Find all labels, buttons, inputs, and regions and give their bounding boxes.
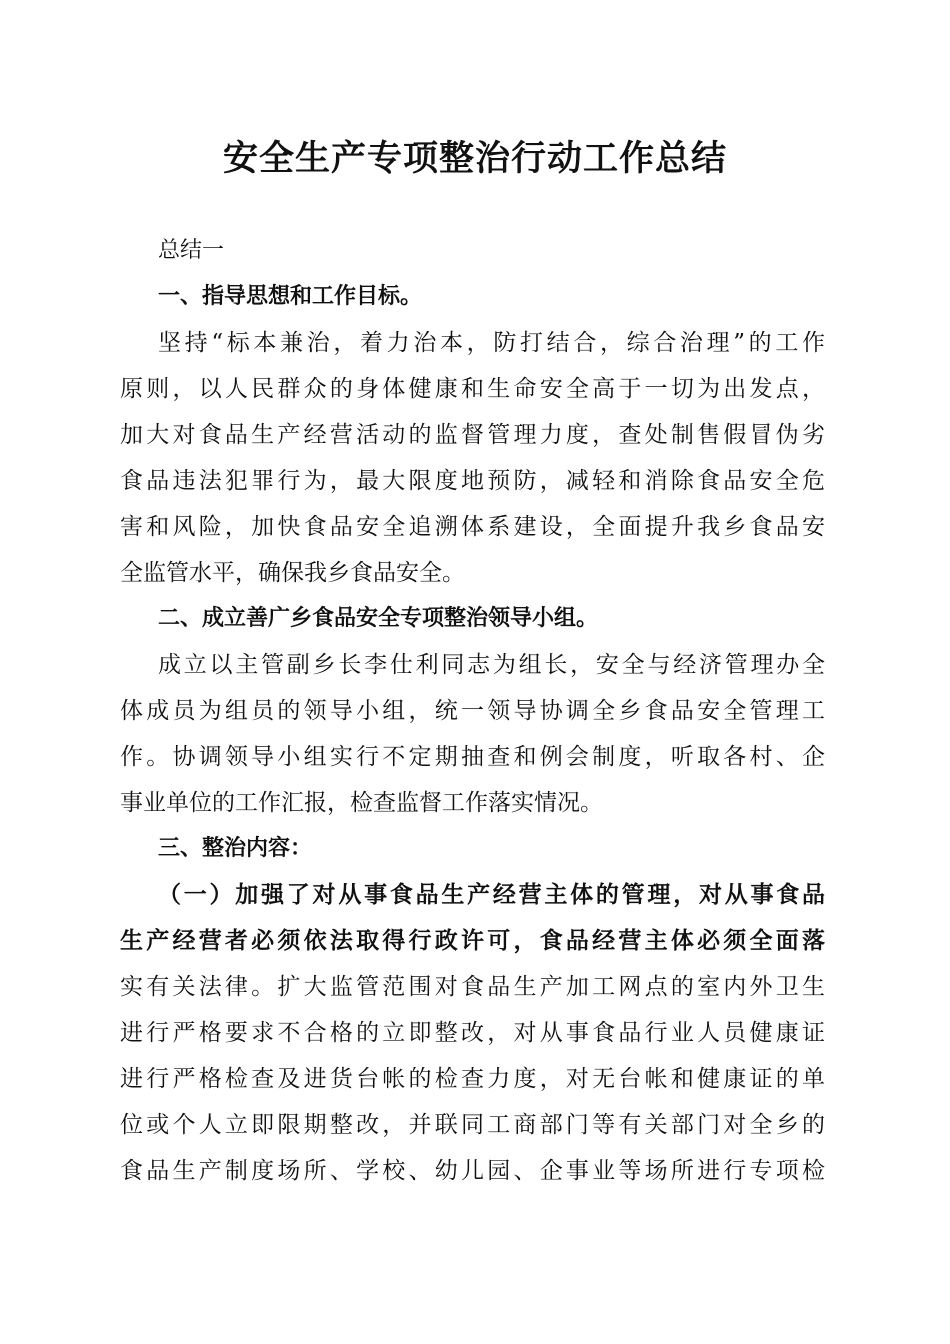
paragraph-line: 坚持“标本兼治，着力治本，防打结合，综合治理”的工作	[158, 330, 825, 356]
paragraph-line: 进行严格检查及进货台帐的检查力度，对无台帐和健康证的单	[120, 1066, 825, 1092]
paragraph-line: 加大对食品生产经营活动的监督管理力度，查处制售假冒伪劣	[120, 422, 825, 448]
paragraph-line: 成立以主管副乡长李仕利同志为组长，安全与经济管理办全	[158, 652, 825, 678]
paragraph-line: 事业单位的工作汇报，检查监督工作落实情况。	[120, 790, 603, 816]
paragraph-line: （一）加强了对从事食品生产经营主体的管理，对从事食品	[158, 881, 825, 908]
paragraph-line: 体成员为组员的领导小组，统一领导协调全乡食品安全管理工	[120, 698, 825, 724]
paragraph-line: 食品违法犯罪行为，最大限度地预防，减轻和消除食品安全危	[120, 468, 825, 494]
section-heading-1: 一、指导思想和工作目标。	[158, 284, 423, 309]
document-title: 安全生产专项整治行动工作总结	[222, 138, 727, 179]
paragraph-line: 位或个人立即限期整改，并联同工商部门等有关部门对全乡的	[120, 1112, 825, 1138]
section-heading-2: 二、成立善广乡食品安全专项整治领导小组。	[158, 606, 599, 631]
paragraph-line: 生产经营者必须依法取得行政许可，食品经营主体必须全面落	[120, 927, 825, 954]
paragraph-line: 原则，以人民群众的身体健康和生命安全高于一切为出发点，	[120, 376, 825, 402]
paragraph-line: 实有关法律。扩大监管范围对食品生产加工网点的室内外卫生	[120, 974, 825, 1000]
document-body	[120, 228, 825, 1194]
paragraph-line: 全监管水平，确保我乡食品安全。	[120, 560, 465, 586]
paragraph-line: 作。协调领导小组实行不定期抽查和例会制度，听取各村、企	[120, 744, 825, 770]
section-heading-3: 三、整治内容：	[158, 836, 313, 861]
section-label: 总结一	[158, 238, 225, 263]
paragraph-line: 食品生产制度场所、学校、幼儿园、企事业等场所进行专项检	[120, 1158, 825, 1184]
paragraph-line: 进行严格要求不合格的立即整改，对从事食品行业人员健康证	[120, 1020, 825, 1046]
paragraph-line: 害和风险，加快食品安全追溯体系建设，全面提升我乡食品安	[120, 514, 825, 540]
